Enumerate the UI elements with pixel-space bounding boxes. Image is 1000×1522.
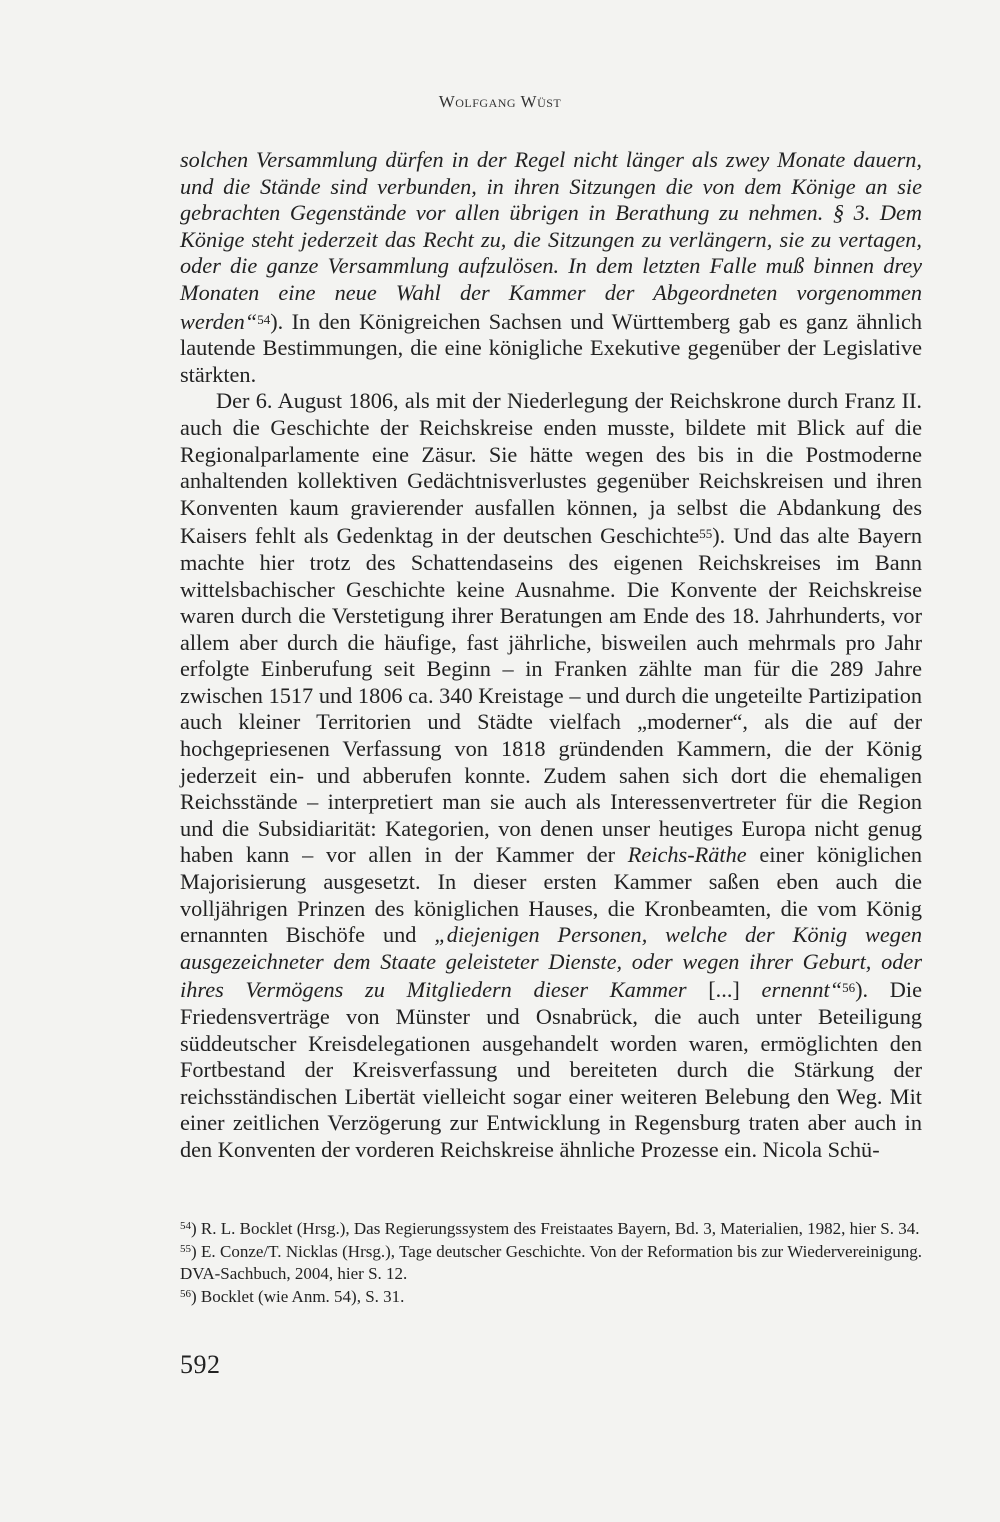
footnote-number: 56 xyxy=(180,1287,191,1300)
footnote-ref-54: 54 xyxy=(257,311,271,327)
footnote-number: 55 xyxy=(180,1243,191,1256)
main-text xyxy=(180,147,922,1164)
quote-italic-end: ernennt“ xyxy=(761,977,843,1003)
footnote-text: ) Bocklet (wie Anm. 54), S. 31. xyxy=(191,1286,405,1306)
footnote-54 xyxy=(180,1216,922,1239)
page-number: 592 xyxy=(180,1350,221,1379)
paragraph-1 xyxy=(180,147,922,388)
footnote-55 xyxy=(180,1239,922,1284)
quote-italic: „diejenigen Personen, welche der König wegen ausgezeichneter dem Staate geleisteter Dienste, oder wegen ihrer Geburt, oder ihres Vermögens zu Mitgliedern dieser Kammer xyxy=(180,922,922,1003)
paragraph-text: ). Und das alte Bayern machte hier trotz des Schattendaseins des eigenen Reichskreises im Bann wittelsbachischer Geschichte keine Ausnahme. Die Konvente der Reichskreise waren durch die Verstetigung ihrer Beratungen am Ende des 18. Jahrhunderts, vor allem aber durch die häufige, fast jährliche, bisweilen auch mehrmals pro Jahr erfolgte Einberufung seit Beginn – in Franken zählte man für die 289 Jahre zwischen 1517 und 1806 ca. 340 Kreistage – und durch die ungeteilte Partizipation auch kleiner Territorien und Städte vielfach „moderner“, als die auf der hochgepriesenen Verfassung von 1818 gründenden Kammern, die der König jederzeit ein- und abberufen konnte. Zudem sahen sich dort die ehemaligen Reichsstände – interpretiert man sie auch als Interessenvertreter für die Region und die Subsidiarität: Kategorien, von denen unser heutiges Europa nicht genug haben kann – vor allen in der Kammer der xyxy=(180,523,922,868)
italic-term: Reichs-Räthe xyxy=(627,842,747,868)
paragraph-text: ). Die Friedensverträge von Münster und Osnabrück, die auch unter Beteiligung süddeutscher Kreisdelegationen ausgehandelt worden waren, ermöglichten den Fortbestand der Kreisverfassung und bereiteten durch die Stärkung der reichsständischen Libertät vielleicht sogar einer weiteren Belebung den Weg. Mit einer zeitlichen Verzögerung zur Entwicklung in Regensburg traten aber auch in den Konventen der vorderen Reichskreise ähnliche Prozesse ein. Nicola Schü- xyxy=(180,977,922,1162)
footnote-text: ) E. Conze/T. Nicklas (Hrsg.), Tage deutscher Geschichte. Von der Reformation bis zur Wiedervereinigung. DVA-Sachbuch, 2004, hier S. 12. xyxy=(180,1242,922,1283)
running-header: Wolfgang Wüst xyxy=(438,92,562,111)
paragraph-text: [...] xyxy=(686,977,762,1003)
footnotes xyxy=(180,1216,922,1307)
paragraph-text: einer königlichen Majorisierung ausgesetzt. In dieser ersten Kammer saßen eben auch die volljährigen Prinzen des königlichen Hauses, die Kronbeamten, die vom König ernannten Bischöfe und xyxy=(180,842,922,948)
footnote-text: ) R. L. Bocklet (Hrsg.), Das Regierungssystem des Freistaates Bayern, Bd. 3, Materialien, 1982, hier S. 34. xyxy=(191,1219,920,1238)
footnote-ref-55: 55 xyxy=(699,526,713,542)
paragraph-2 xyxy=(180,388,922,1163)
footnote-56 xyxy=(180,1284,922,1307)
footnote-ref-56: 56 xyxy=(842,980,856,996)
paragraph-text: ). In den Königreichen Sachsen und Württemberg gab es ganz ähnlich lautende Bestimmungen, die eine königliche Exekutive gegenüber der Legislative stärkten. xyxy=(180,308,922,387)
paragraph-text: Der 6. August 1806, als mit der Niederlegung der Reichskrone durch Franz II. auch die Geschichte der Reichskreise enden musste, bildete mit Blick auf die Regionalparlamente eine Zäsur. Sie hätte wegen des bis in die Postmoderne anhaltenden kollektiven Gedächtnisverlustes gegenüber Reichskreisen und ihren Konventen kaum gravierender ausfallen können, ja selbst die Abdankung des Kaisers fehlt als Gedenktag in der deutschen Geschichte xyxy=(180,388,922,549)
footnote-number: 54 xyxy=(180,1220,191,1232)
quote-italic: solchen Versammlung dürfen in der Regel nicht länger als zwey Monate dauern, und die Stände sind verbunden, in ihren Sitzungen die von dem Könige an sie gebrachten Gegenstände vor allen übrigen in Berathung zu nehmen. § 3. Dem Könige steht jederzeit das Recht zu, die Sitzungen zu verlängern, sie zu vertagen, oder die ganze Versammlung aufzulösen. In dem letzten Falle muß binnen drey Monaten eine neue Wahl der Kammer der Abgeordneten vorgenommen werden“ xyxy=(180,147,922,334)
